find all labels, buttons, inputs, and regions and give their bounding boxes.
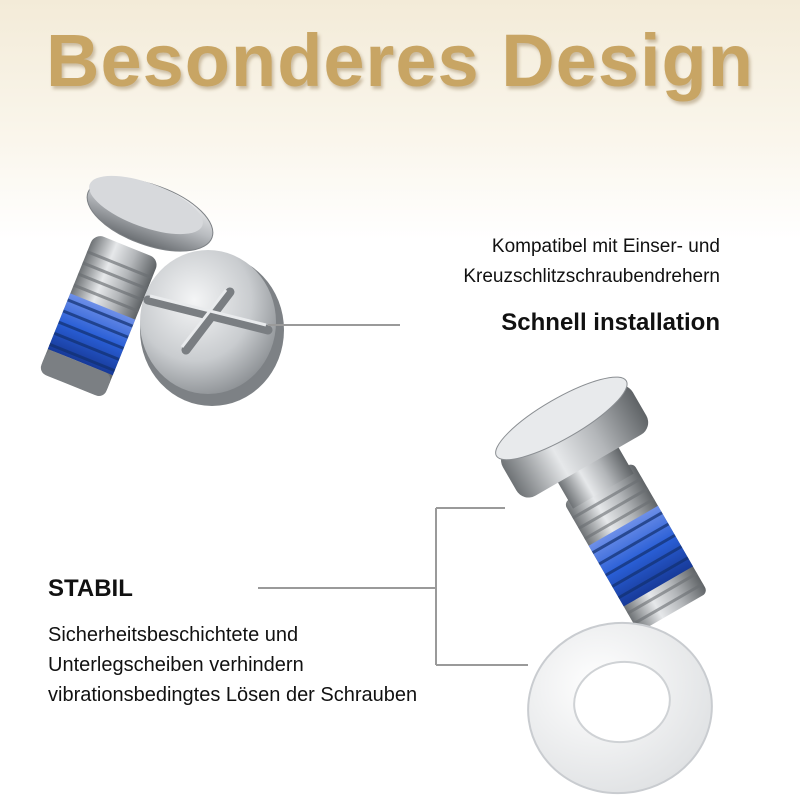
connector-lines: [258, 325, 528, 665]
stable-line-2: Unterlegscheiben verhindern: [48, 654, 304, 676]
stable-heading: STABIL: [48, 575, 133, 602]
compatibility-text: [360, 232, 720, 292]
single-screw-image: [486, 364, 738, 650]
quick-install-heading: Schnell installation: [501, 309, 720, 336]
compatibility-line-1: Kompatibel mit Einser- und: [491, 236, 720, 257]
stable-line-3: vibrationsbedingtes Lösen der Schrauben: [48, 684, 418, 706]
compatibility-line-2: Kreuzschlitzschraubendrehern: [463, 266, 720, 287]
stable-line-1: Sicherheitsbeschichtete und: [48, 624, 299, 646]
washer-image: [517, 611, 723, 800]
page-title: Besonderes Design: [46, 19, 754, 102]
stable-description: [48, 620, 528, 710]
screw-pair-image: [38, 164, 284, 406]
